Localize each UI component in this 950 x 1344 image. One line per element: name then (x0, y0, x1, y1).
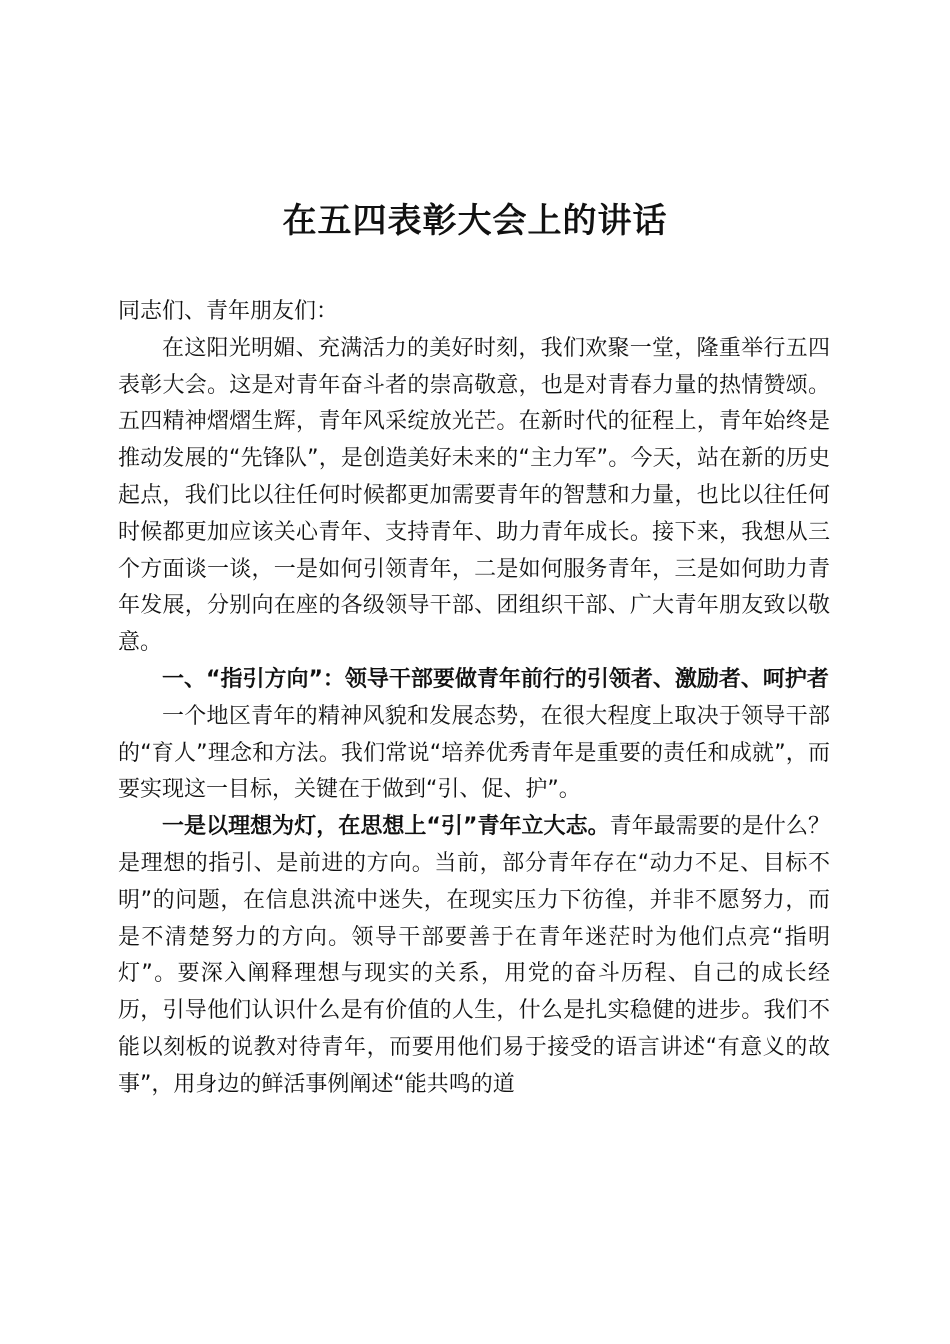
paragraph-section1-intro: 一个地区青年的精神风貌和发展态势，在很大程度上取决于领导干部的“育人”理念和方法。我们常说“培养优秀青年是重要的责任和成就”，而要实现这一目标，关键在于做到“引、促、护”。 (118, 703, 830, 803)
document-title: 在五四表彰大会上的讲话 (282, 201, 668, 241)
paragraph-point1 (118, 809, 830, 1103)
point1-body: 青年最需要的是什么？是理想的指引、是前进的方向。当前，部分青年存在“动力不足、目标不明”的问题，在信息洪流中迷失，在现实压力下彷徨，并非不愿努力，而是不清楚努力的方向。领导干部要善于在青年迷茫时为他们点亮“指明灯”。要深入阐释理想与现实的关系，用党的奋斗历程、自己的成长经历，引导他们认识什么是有价值的人生，什么是扎实稳健的进步。我们不能以刻板的说教对待青年，而要用他们易于接受的语言讲述“有意义的故事”，用身边的鲜活事例阐述“能共鸣的道 (118, 814, 830, 1097)
section-heading-1: 一、“指引方向”：领导干部要做青年前行的引领者、激励者、呵护者 (162, 666, 829, 692)
paragraph-intro: 在这阳光明媚、充满活力的美好时刻，我们欢聚一堂，隆重举行五四表彰大会。这是对青年奋斗者的崇高敬意，也是对青春力量的热情赞颂。五四精神熠熠生辉，青年风采绽放光芒。在新时代的征程上，青年始终是推动发展的“先锋队”，是创造美好未来的“主力军”。今天，站在新的历史起点，我们比以往任何时候都更加需要青年的智慧和力量，也比以往任何时候都更加应该关心青年、支持青年、助力青年成长。接下来，我想从三个方面谈一谈，一是如何引领青年，二是如何服务青年，三是如何助力青年发展，分别向在座的各级领导干部、团组织干部、广大青年朋友致以敬意。 (118, 335, 830, 656)
document-body (118, 294, 830, 1104)
salutation: 同志们、青年朋友们： (118, 299, 339, 324)
point1-lead: 一是以理想为灯，在思想上“引”青年立大志。 (162, 814, 610, 840)
